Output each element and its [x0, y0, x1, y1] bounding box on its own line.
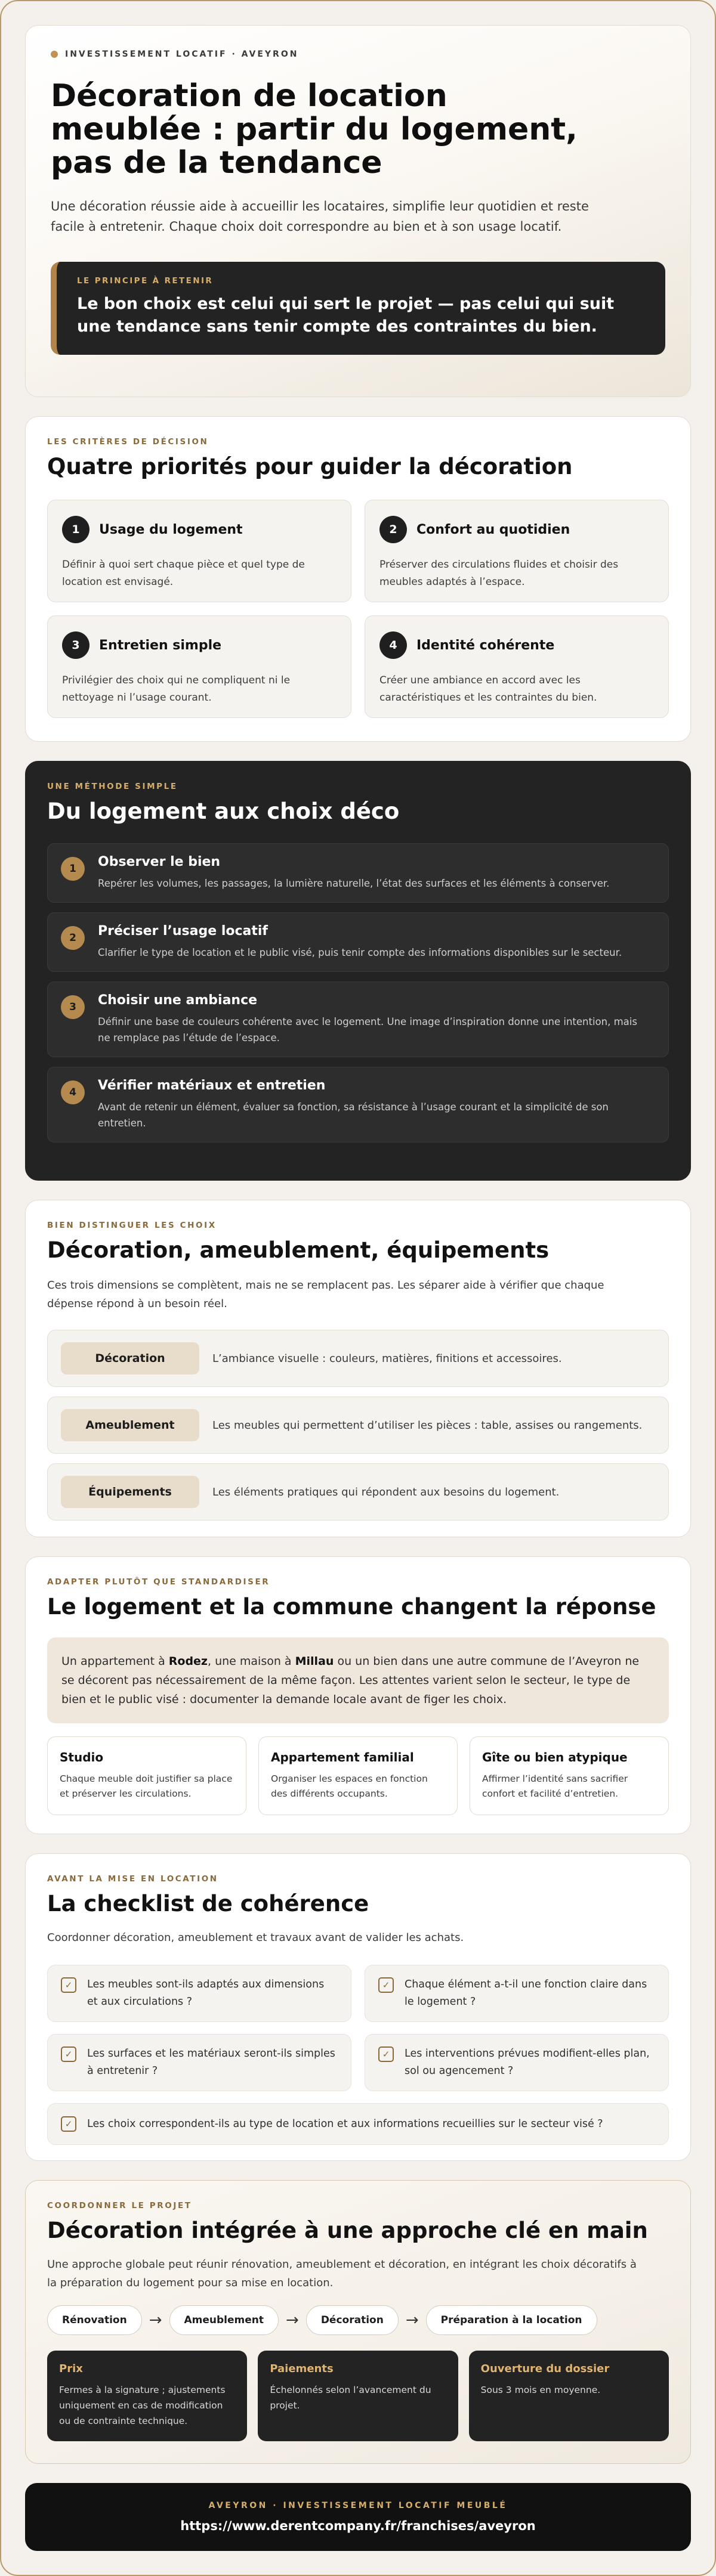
- principle-label: LE PRINCIPE À RETENIR: [77, 276, 214, 286]
- adapt-card: [25, 1556, 691, 1834]
- criterion-item: [47, 500, 351, 602]
- hero-kicker: [51, 49, 665, 59]
- quote-part: Un appartement à: [61, 1655, 169, 1668]
- checklist-card: [25, 1853, 691, 2161]
- checklist-grid: [47, 1965, 669, 2145]
- arrow-right-icon: →: [149, 2311, 162, 2329]
- checklist-eyebrow: AVANT LA MISE EN LOCATION: [47, 1874, 218, 1884]
- property-types: [47, 1736, 669, 1815]
- distinguish-title: Décoration, ameublement, équipements: [47, 1237, 550, 1263]
- criterion-item: [47, 615, 351, 718]
- criterion-desc: Privilégier des choix qui ne compliquent ni le nettoyage ni l’usage courant.: [62, 674, 291, 704]
- integrated-lead: Une approche globale peut réunir rénovation, ameublement et décoration, en intégrant les choix décoratifs à la préparation du logement pour sa mise en location.: [47, 2258, 637, 2289]
- terms-boxes: [47, 2351, 669, 2441]
- step-title: Préciser l’usage locatif: [98, 924, 268, 939]
- hero-kicker-text: INVESTISSEMENT LOCATIF · AVEYRON: [65, 49, 299, 59]
- checkbox-icon[interactable]: ✓: [378, 2046, 394, 2062]
- method-step: [47, 982, 669, 1057]
- distinguish-row: [47, 1463, 669, 1521]
- distinguish-desc: Les meubles qui permettent d’utiliser les pièces : table, assises ou rangements.: [212, 1419, 643, 1432]
- criterion-title: Confort au quotidien: [416, 522, 570, 537]
- criteria-grid: [47, 500, 669, 718]
- checklist-item: [365, 2034, 669, 2091]
- criterion-item: [365, 500, 669, 602]
- property-type-card: [470, 1736, 669, 1815]
- criterion-title: Identité cohérente: [416, 637, 555, 653]
- criterion-desc: Préserver des circulations fluides et choisir des meubles adaptés à l’espace.: [379, 559, 619, 588]
- flow-step: Ameublement: [169, 2305, 279, 2335]
- terms-title: Paiements: [270, 2363, 334, 2375]
- step-title: Choisir une ambiance: [98, 993, 258, 1008]
- step-desc: Clarifier le type de location et le public visé, puis tenir compte des informations disponibles sur le secteur.: [98, 947, 622, 958]
- property-type-title: Appartement familial: [271, 1750, 414, 1764]
- property-type-desc: Affirmer l’identité sans sacrifier confort et facilité d’entretien.: [482, 1773, 628, 1799]
- distinguish-rows: [47, 1330, 669, 1521]
- criteria-card: [25, 416, 691, 742]
- property-type-desc: Organiser les espaces en fonction des différents occupants.: [271, 1773, 428, 1799]
- quote-part: ou un bien dans une autre commune de l’Aveyron ne se décorent pas nécessairement de la même façon. Les attentes varient selon le secteur, le type de bien et le public visé : documenter la demande locale avant de figer les choix.: [61, 1655, 640, 1706]
- terms-title: Ouverture du dossier: [480, 2363, 610, 2375]
- method-steps: [47, 843, 669, 1143]
- terms-desc: Échelonnés selon l’avancement du projet.: [270, 2385, 431, 2411]
- distinguish-desc: Les éléments pratiques qui répondent aux besoins du logement.: [212, 1485, 560, 1498]
- flow-step: Préparation à la location: [426, 2305, 597, 2335]
- footer-url-link[interactable]: https://www.derentcompany.fr/franchises/aveyron: [180, 2519, 536, 2533]
- step-desc: Repérer les volumes, les passages, la lumière naturelle, l’état des surfaces et les éléments à conserver.: [98, 878, 610, 889]
- criterion-desc: Créer une ambiance en accord avec les caractéristiques et les contraintes du bien.: [379, 674, 597, 704]
- checklist-item: [47, 1965, 351, 2022]
- footer: [25, 2483, 691, 2551]
- adapt-title: Le logement et la commune changent la réponse: [47, 1594, 656, 1620]
- principle-box: [51, 262, 665, 355]
- criterion-number: 1: [62, 516, 90, 543]
- step-number: 2: [61, 926, 85, 950]
- checklist-title: La checklist de cohérence: [47, 1891, 369, 1916]
- page-title: Décoration de location meublée : partir du logement, pas de la tendance: [51, 78, 578, 181]
- distinguish-lead: Ces trois dimensions se complètent, mais ne se remplacent pas. Les séparer aide à vérifier que chaque dépense répond à un besoin réel.: [47, 1279, 604, 1310]
- integrated-card: [25, 2180, 691, 2464]
- property-type-title: Gîte ou bien atypique: [482, 1750, 628, 1764]
- dot-icon: [51, 51, 58, 58]
- flow-step: Rénovation: [47, 2305, 142, 2335]
- principle-text: Le bon choix est celui qui sert le projet — pas celui qui suit une tendance sans tenir compte des contraintes du bien.: [77, 295, 615, 336]
- method-eyebrow: UNE MÉTHODE SIMPLE: [47, 782, 178, 791]
- checklist-text: Les meubles sont-ils adaptés aux dimensions et aux circulations ?: [87, 1979, 325, 2008]
- checkbox-icon[interactable]: ✓: [61, 2046, 76, 2062]
- criterion-title: Usage du logement: [99, 522, 243, 537]
- terms-desc: Fermes à la signature ; ajustements uniquement en cas de modification ou de contrainte technique.: [59, 2385, 226, 2426]
- checklist-text: Chaque élément a-t-il une fonction claire dans le logement ?: [405, 1979, 647, 2008]
- process-flow: [47, 2305, 669, 2335]
- criterion-number: 3: [62, 631, 90, 659]
- property-type-desc: Chaque meuble doit justifier sa place et préserver les circulations.: [60, 1773, 233, 1799]
- quote-part: , une maison à: [208, 1655, 295, 1668]
- property-type-card: [258, 1736, 458, 1815]
- hero-card: [25, 25, 691, 397]
- criterion-item: [365, 615, 669, 718]
- step-title: Observer le bien: [98, 854, 221, 869]
- criteria-title: Quatre priorités pour guider la décoration: [47, 454, 573, 479]
- integrated-eyebrow: COORDONNER LE PROJET: [47, 2201, 192, 2210]
- step-number: 4: [61, 1080, 85, 1104]
- step-number: 3: [61, 995, 85, 1019]
- city-name: Millau: [295, 1655, 334, 1668]
- method-step: [47, 843, 669, 903]
- integrated-title: Décoration intégrée à une approche clé en main: [47, 2218, 648, 2243]
- adapt-eyebrow: ADAPTER PLUTÔT QUE STANDARDISER: [47, 1577, 270, 1587]
- step-number: 1: [61, 857, 85, 881]
- method-title: Du logement aux choix déco: [47, 798, 400, 824]
- checkbox-icon[interactable]: ✓: [61, 2116, 76, 2132]
- property-type-title: Studio: [60, 1750, 104, 1764]
- method-step: [47, 912, 669, 972]
- distinguish-row: [47, 1330, 669, 1387]
- checkbox-icon[interactable]: ✓: [61, 1977, 76, 1993]
- property-type-card: [47, 1736, 246, 1815]
- terms-title: Prix: [59, 2363, 83, 2375]
- terms-box: [469, 2351, 669, 2441]
- checklist-text: Les choix correspondent-ils au type de location et aux informations recueillies sur le secteur visé ?: [87, 2117, 603, 2130]
- terms-box: [258, 2351, 458, 2441]
- checklist-item: [365, 1965, 669, 2022]
- checklist-item: [47, 2103, 669, 2145]
- distinguish-tag: Décoration: [61, 1342, 199, 1374]
- arrow-right-icon: →: [405, 2311, 419, 2329]
- distinguish-tag: Ameublement: [61, 1409, 199, 1441]
- criterion-number: 4: [379, 631, 407, 659]
- step-desc: Définir une base de couleurs cohérente avec le logement. Une image d’inspiration donne une intention, mais ne remplace pas l’étude de l’espace.: [98, 1016, 637, 1044]
- criterion-number: 2: [379, 516, 407, 543]
- distinguish-desc: L’ambiance visuelle : couleurs, matières, finitions et accessoires.: [212, 1352, 562, 1365]
- arrow-right-icon: →: [286, 2311, 299, 2329]
- flow-step: Décoration: [306, 2305, 399, 2335]
- checkbox-icon[interactable]: ✓: [378, 1977, 394, 1993]
- checklist-item: [47, 2034, 351, 2091]
- step-desc: Avant de retenir un élément, évaluer sa fonction, sa résistance à l’usage courant et la simplicité de son entretien.: [98, 1101, 609, 1129]
- distinguish-card: [25, 1200, 691, 1537]
- distinguish-row: [47, 1397, 669, 1454]
- hero-lead: Une décoration réussie aide à accueillir les locataires, simplifie leur quotidien et reste facile à entretenir. Chaque choix doit correspondre au bien et à son usage locatif.: [51, 199, 589, 234]
- city-name: Rodez: [168, 1655, 208, 1668]
- terms-desc: Sous 3 mois en moyenne.: [480, 2385, 601, 2395]
- checklist-lead: Coordonner décoration, ameublement et travaux avant de valider les achats.: [47, 1931, 464, 1944]
- footer-tagline: AVEYRON · INVESTISSEMENT LOCATIF MEUBLÉ: [208, 2501, 508, 2510]
- step-title: Vérifier matériaux et entretien: [98, 1078, 326, 1093]
- terms-box: [47, 2351, 247, 2441]
- criterion-desc: Définir à quoi sert chaque pièce et quel type de location est envisagé.: [62, 559, 305, 588]
- distinguish-tag: Équipements: [61, 1476, 199, 1508]
- method-step: [47, 1067, 669, 1143]
- criteria-eyebrow: LES CRITÈRES DE DÉCISION: [47, 437, 209, 447]
- method-card: [25, 761, 691, 1181]
- distinguish-eyebrow: BIEN DISTINGUER LES CHOIX: [47, 1221, 217, 1230]
- checklist-text: Les surfaces et les matériaux seront-ils simples à entretenir ?: [87, 2048, 335, 2077]
- adapt-quote: [47, 1637, 669, 1723]
- criterion-title: Entretien simple: [99, 637, 222, 653]
- checklist-text: Les interventions prévues modifient-elles plan, sol ou agencement ?: [405, 2048, 650, 2077]
